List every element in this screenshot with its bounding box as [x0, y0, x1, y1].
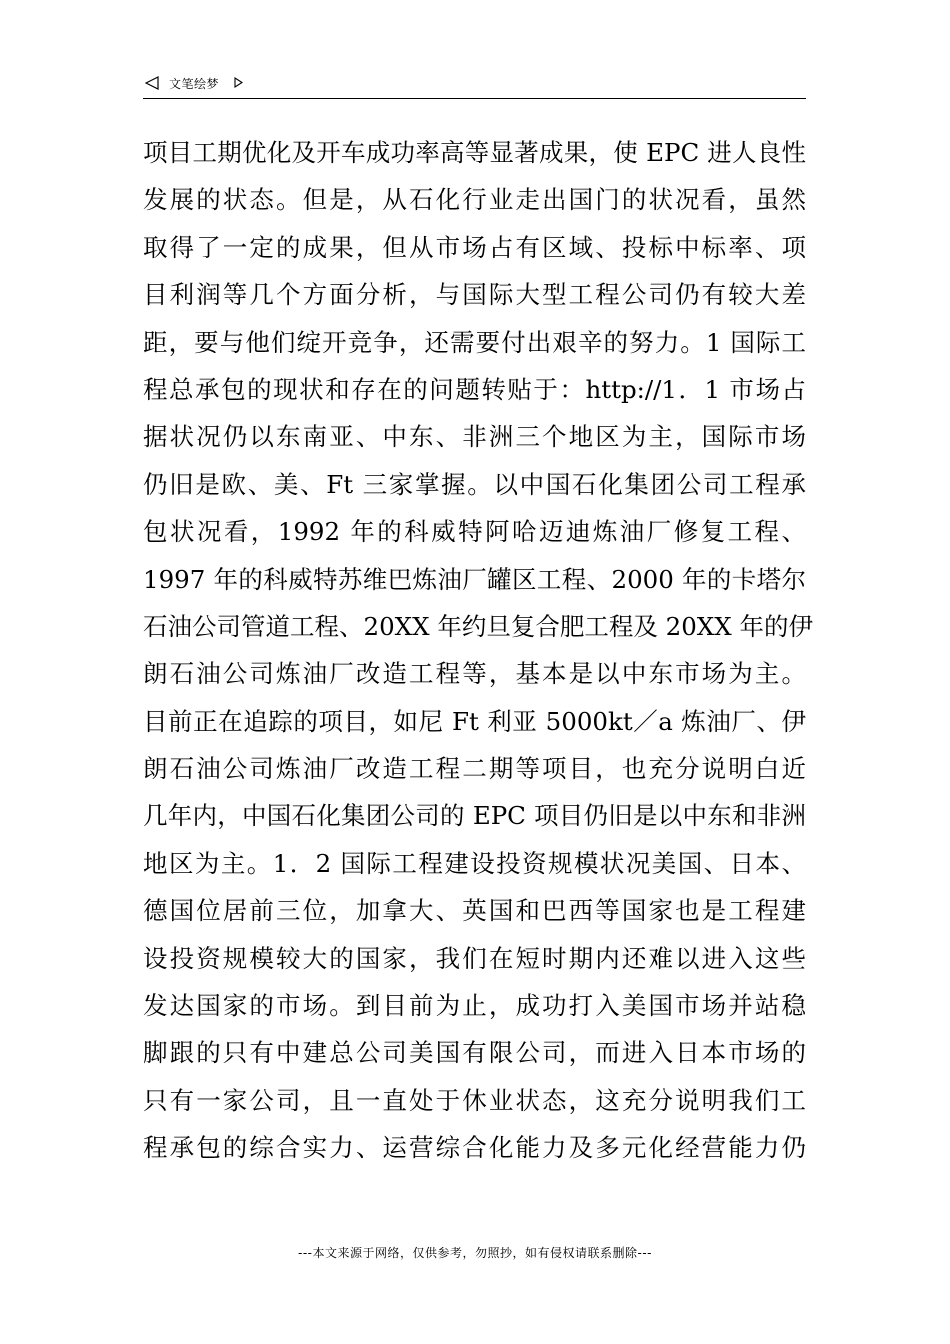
- body-line: 仍旧是欧、美、Ft 三家掌握。以中国石化集团公司工程承: [143, 469, 806, 499]
- body-line: 只有一家公司，且一直处于休业状态，这充分说明我们工: [143, 1085, 806, 1115]
- body-line: 目利润等几个方面分析，与国际大型工程公司仍有较大差: [143, 280, 806, 310]
- body-line: 据状况仍以东南亚、中东、非洲三个地区为主，国际市场: [143, 422, 806, 452]
- body-line: 项目工期优化及开车成功率高等显著成果，使 EPC 进人良性: [143, 138, 806, 167]
- left-triangle-outline-icon: [145, 76, 159, 90]
- body-line: 包状况看，1992 年的科威特阿哈迈迪炼油厂修复工程、: [143, 517, 806, 547]
- body-line: 1997 年的科威特苏维巴炼油厂罐区工程、2000 年的卡塔尔: [143, 564, 806, 594]
- body-line: 地区为主。1．2 国际工程建设投资规模状况美国、日本、: [143, 848, 806, 878]
- body-line: 取得了一定的成果，但从市场占有区域、投标中标率、项: [143, 232, 806, 262]
- document-body: [143, 129, 813, 1172]
- body-line: 程承包的综合实力、运营综合化能力及多元化经营能力仍: [143, 1133, 806, 1163]
- body-line: 程总承包的现状和存在的问题转贴于：http://1．1 市场占: [143, 374, 806, 404]
- right-triangle-outline-icon: [234, 77, 243, 88]
- body-line: 几年内，中国石化集团公司的 EPC 项目仍旧是以中东和非洲: [143, 801, 806, 831]
- page-footer: ---本文来源于网络，仅供参考，勿照抄，如有侵权请联系删除---: [298, 1246, 652, 1260]
- body-line: 设投资规模较大的国家，我们在短时期内还难以进入这些: [143, 943, 806, 973]
- page-header: [143, 72, 806, 99]
- body-line: 石油公司管道工程、20XX 年约旦复合肥工程及 20XX 年的伊: [143, 611, 813, 641]
- body-line: 发展的状态。但是，从石化行业走出国门的状况看，虽然: [143, 185, 806, 215]
- body-line: 脚跟的只有中建总公司美国有限公司，而进入日本市场的: [143, 1038, 806, 1068]
- body-line: 目前正在追踪的项目，如尼 Ft 利亚 5000kt／a 炼油厂、伊: [143, 706, 806, 736]
- body-line: 德国位居前三位，加拿大、英国和巴西等国家也是工程建: [143, 896, 806, 926]
- body-line: 朗石油公司炼油厂改造工程二期等项目，也充分说明白近: [143, 754, 806, 784]
- body-line: 朗石油公司炼油厂改造工程等，基本是以中东市场为主。: [143, 659, 806, 689]
- body-line: 发达国家的市场。到目前为止，成功打入美国市场并站稳: [143, 991, 806, 1021]
- body-line: 距，要与他们绽开竞争，还需要付出艰辛的努力。1 国际工: [143, 327, 806, 357]
- header-brand: 文笔绘梦: [169, 77, 220, 91]
